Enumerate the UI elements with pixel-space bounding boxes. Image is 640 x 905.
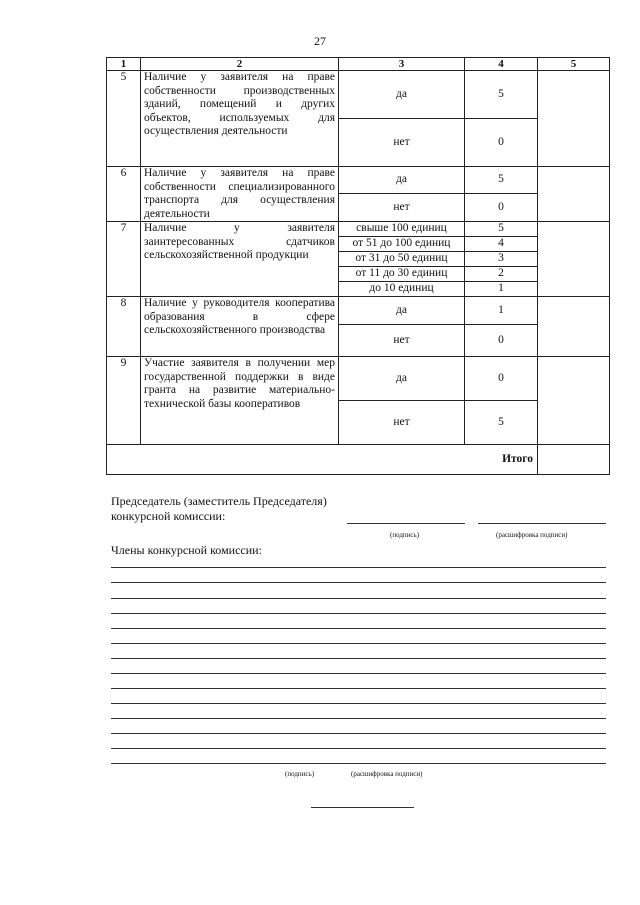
option-label: да xyxy=(339,71,465,119)
member-signature-line xyxy=(111,628,606,629)
option-label: свыше 100 единиц xyxy=(339,222,465,237)
member-signature-line xyxy=(111,658,606,659)
option-score: 3 xyxy=(465,252,538,267)
option-label: да xyxy=(339,357,465,401)
option-label: нет xyxy=(339,119,465,167)
option-score: 1 xyxy=(465,297,538,325)
option-label: нет xyxy=(339,401,465,445)
signature-caption: (подпись) xyxy=(390,531,420,539)
option-label: от 31 до 50 единиц xyxy=(339,252,465,267)
criterion-number: 6 xyxy=(107,167,141,222)
total-label: Итого xyxy=(107,445,538,475)
criterion-number: 8 xyxy=(107,297,141,357)
option-score: 0 xyxy=(465,357,538,401)
option-score: 0 xyxy=(465,194,538,222)
chairman-label-line1: Председатель (заместитель Председателя) xyxy=(111,494,327,508)
member-signature-line xyxy=(111,613,606,614)
members-decode-caption: (расшифровка подписи) xyxy=(351,770,423,778)
table-row xyxy=(107,357,610,401)
member-signature-line xyxy=(111,567,606,568)
member-signature-line xyxy=(111,718,606,719)
criterion-description: Участие заявителя в получении мер государственной поддержки в виде гранта на развитие материально-технической базы кооперативов xyxy=(141,357,339,445)
member-signature-line xyxy=(111,598,606,599)
table-row xyxy=(107,222,610,237)
score-cell xyxy=(538,167,610,222)
score-cell xyxy=(538,71,610,167)
option-score: 2 xyxy=(465,267,538,282)
total-value-cell xyxy=(538,445,610,475)
closing-rule xyxy=(311,807,414,808)
option-score: 5 xyxy=(465,71,538,119)
score-cell xyxy=(538,222,610,297)
chairman-signature-line xyxy=(347,523,465,524)
header-cell: 1 xyxy=(107,58,141,71)
chairman-label-line2: конкурсной комиссии: xyxy=(111,509,226,523)
option-score: 5 xyxy=(465,401,538,445)
option-label: да xyxy=(339,297,465,325)
score-cell xyxy=(538,297,610,357)
member-signature-line xyxy=(111,748,606,749)
option-label: нет xyxy=(339,325,465,357)
option-label: нет xyxy=(339,194,465,222)
total-row xyxy=(107,445,610,475)
score-cell xyxy=(538,357,610,445)
decode-caption: (расшифровка подписи) xyxy=(496,531,568,539)
table-row xyxy=(107,297,610,325)
criterion-description: Наличие у заявителя на праве собственности производственных зданий, помещений и других объектов, используемых для осуществления деятельности xyxy=(141,71,339,167)
option-score: 5 xyxy=(465,167,538,194)
header-cell: 2 xyxy=(141,58,339,71)
header-cell: 3 xyxy=(339,58,465,71)
option-score: 4 xyxy=(465,237,538,252)
option-score: 5 xyxy=(465,222,538,237)
option-label: до 10 единиц xyxy=(339,282,465,297)
member-signature-line xyxy=(111,763,606,764)
header-cell: 4 xyxy=(465,58,538,71)
option-score: 0 xyxy=(465,325,538,357)
table-row xyxy=(107,167,610,194)
option-label: от 51 до 100 единиц xyxy=(339,237,465,252)
members-signature-caption: (подпись) xyxy=(285,770,315,778)
criterion-number: 5 xyxy=(107,71,141,167)
criterion-description: Наличие у заявителя на праве собственности специализированного транспорта для осуществления деятельности xyxy=(141,167,339,222)
page-number: 27 xyxy=(314,34,326,48)
header-cell: 5 xyxy=(538,58,610,71)
option-score: 1 xyxy=(465,282,538,297)
criterion-description: Наличие у руководителя кооператива образования в сфере сельскохозяйственного производства xyxy=(141,297,339,357)
option-score: 0 xyxy=(465,119,538,167)
member-signature-line xyxy=(111,703,606,704)
member-signature-line xyxy=(111,643,606,644)
option-label: да xyxy=(339,167,465,194)
member-signature-line xyxy=(111,733,606,734)
criterion-number: 7 xyxy=(107,222,141,297)
table-header-row xyxy=(107,58,610,71)
table-row xyxy=(107,71,610,119)
criterion-description: Наличие у заявителя заинтересованных сдатчиков сельскохозяйственной продукции xyxy=(141,222,339,297)
members-label: Члены конкурсной комиссии: xyxy=(111,543,262,557)
member-signature-line xyxy=(111,673,606,674)
criterion-number: 9 xyxy=(107,357,141,445)
member-signature-line xyxy=(111,688,606,689)
option-label: от 11 до 30 единиц xyxy=(339,267,465,282)
chairman-decode-line xyxy=(478,523,606,524)
member-signature-line xyxy=(111,582,606,583)
criteria-table xyxy=(106,57,610,475)
